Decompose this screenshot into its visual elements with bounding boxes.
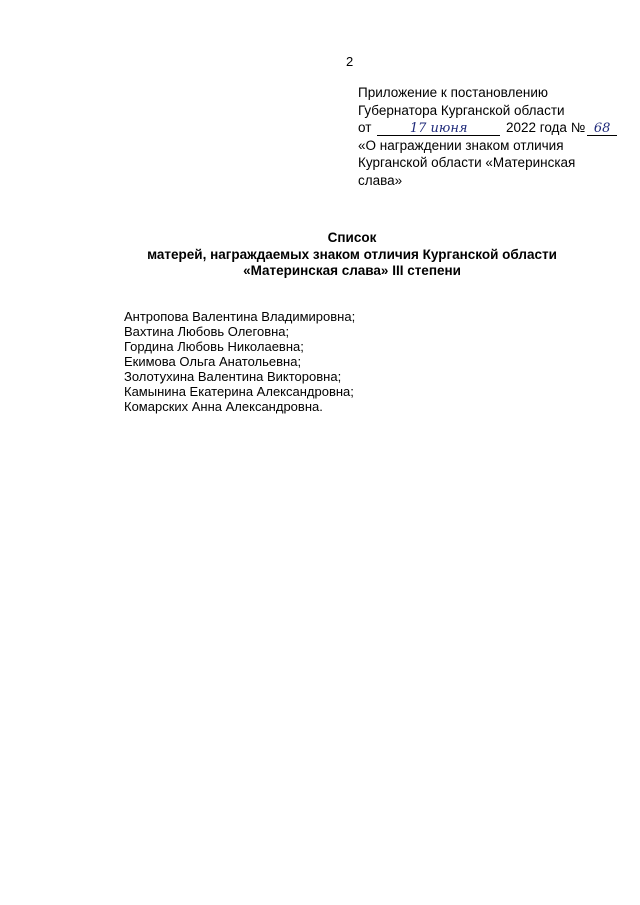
appendix-header [358,84,611,189]
list-item: Антропова Валентина Владимировна; [124,309,356,324]
date-prefix: от [358,120,372,135]
appendix-line-5: Курганской области «Материнская [358,155,576,170]
handwritten-number: 68 [587,122,617,136]
page-number: 2 [346,54,354,69]
appendix-line-1: Приложение к постановлению [358,85,549,100]
title-line-2: матерей, награждаемых знаком отличия Курганской области [147,246,557,262]
list-item: Екимова Ольга Анатольевна; [124,354,302,369]
appendix-line-4: «О награждении знаком отличия [358,137,564,153]
list-item: Гордина Любовь Николаевна; [124,339,304,354]
appendix-date-line [358,119,611,137]
appendix-line-2: Губернатора Курганской области [358,102,565,118]
title-line-3: «Материнская слава» III степени [243,263,461,278]
title-line-1: Список [327,230,377,245]
date-suffix: 2022 года № [505,120,586,135]
list-item: Золотухина Валентина Викторовна; [124,369,342,384]
handwritten-date: 17 июня [377,122,500,136]
document-title [0,230,640,280]
names-list [124,309,355,414]
list-item: Вахтина Любовь Олеговна; [124,324,290,339]
list-item: Камынина Екатерина Александровна; [124,384,354,399]
appendix-line-6: слава» [358,172,403,188]
list-item: Комарских Анна Александровна. [124,399,323,414]
